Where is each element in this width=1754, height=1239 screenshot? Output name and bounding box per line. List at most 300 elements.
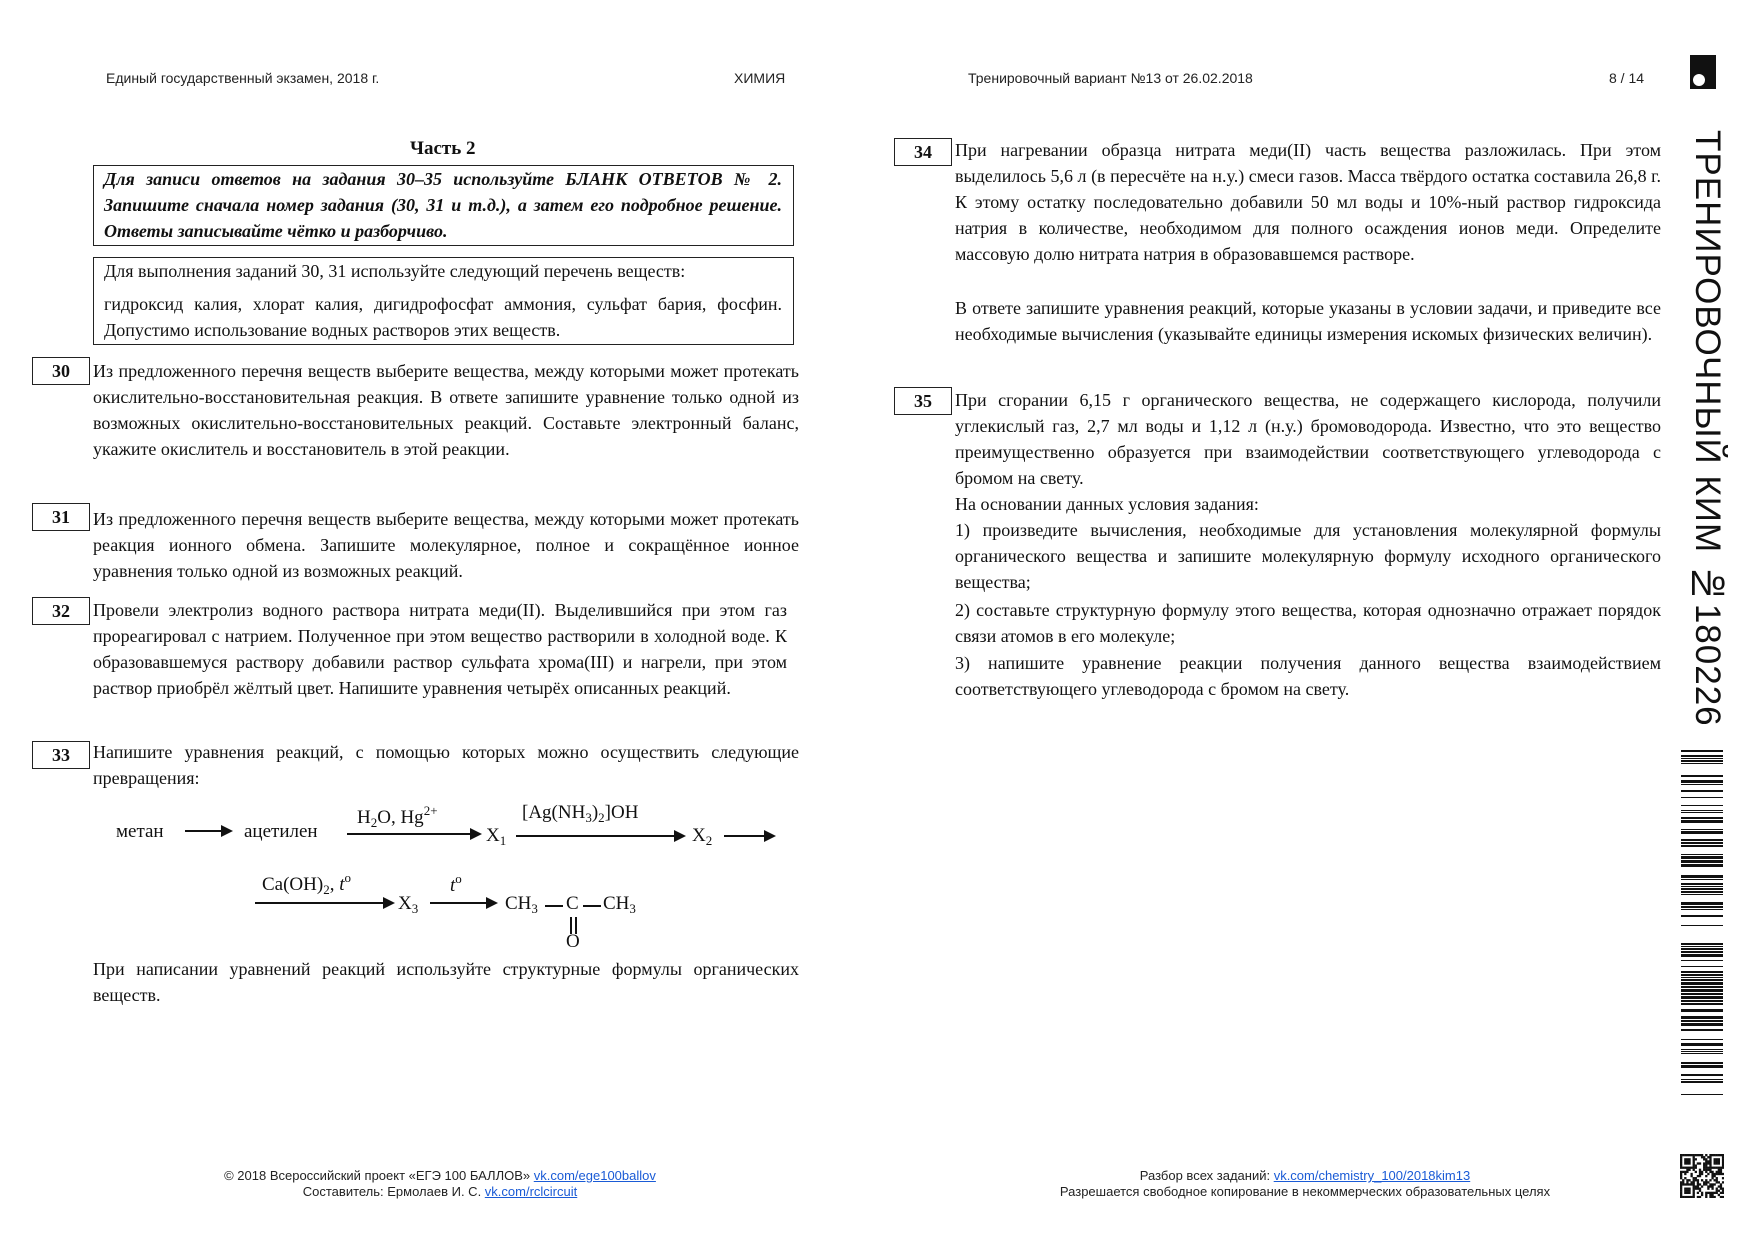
barcode-bar bbox=[1681, 960, 1723, 961]
group-text: CH bbox=[505, 893, 532, 914]
acetone-oxygen: O bbox=[566, 931, 580, 952]
qr-module bbox=[1716, 1192, 1718, 1194]
barcode-bar bbox=[1681, 755, 1723, 757]
double-bond bbox=[575, 917, 577, 934]
qr-module bbox=[1707, 1173, 1709, 1175]
qr-module bbox=[1714, 1173, 1716, 1175]
qr-module bbox=[1703, 1158, 1705, 1160]
barcode-bar bbox=[1681, 1003, 1723, 1005]
qr-module bbox=[1718, 1171, 1720, 1173]
arrow bbox=[430, 896, 498, 910]
qr-module bbox=[1714, 1192, 1716, 1194]
qr-module bbox=[1718, 1185, 1720, 1187]
qr-module bbox=[1680, 1171, 1682, 1173]
x-index: 1 bbox=[499, 833, 507, 848]
task-text: Провели электролиз водного раствора нитрата меди(II). Выделившийся при этом газ прореагировал с натрием. Полученное при этом вещество растворили в холодной воде. К образовавшемуся раствору добавили раствор сульфата хрома(III) и нагрели, при этом раствор приобрёл жёлтый цвет. Напишите уравнения четырёх описанных реакций. bbox=[93, 600, 787, 698]
barcode-bar bbox=[1681, 790, 1723, 792]
barcode-bar bbox=[1681, 820, 1723, 823]
footer-text: © 2018 Всероссийский проект «ЕГЭ 100 БАЛЛОВ» bbox=[224, 1168, 534, 1183]
qr-module bbox=[1714, 1158, 1716, 1160]
task-note: При написании уравнений реакций используйте структурные формулы органических веществ. bbox=[93, 959, 799, 1005]
qr-module bbox=[1686, 1183, 1688, 1185]
barcode-bar bbox=[1681, 974, 1723, 976]
barcode-bar bbox=[1681, 946, 1723, 947]
qr-module bbox=[1705, 1164, 1707, 1166]
qr-module bbox=[1686, 1190, 1688, 1192]
barcode-bar bbox=[1681, 1000, 1723, 1002]
barcode-bar bbox=[1681, 989, 1723, 992]
logo-mark bbox=[1690, 55, 1716, 89]
barcode-bar bbox=[1681, 943, 1723, 945]
group-sub: 3 bbox=[531, 901, 538, 916]
barcode-bar bbox=[1681, 750, 1723, 752]
qr-module bbox=[1711, 1167, 1713, 1169]
instruction-text: Для записи ответов на задания 30–35 используйте БЛАНК ОТВЕТОВ № 2. Запишите сначала номер задания (30, 31 и т.д.), а затем его подробное решение. Ответы записывайте чётко и разборчиво. bbox=[104, 169, 782, 241]
qr-module bbox=[1686, 1162, 1688, 1164]
barcode-bar bbox=[1681, 1020, 1723, 1022]
reagent-text: [Ag(NH bbox=[522, 802, 586, 823]
qr-module bbox=[1714, 1154, 1716, 1156]
barcode-bar bbox=[1681, 925, 1723, 926]
qr-module bbox=[1707, 1181, 1709, 1183]
qr-module bbox=[1705, 1160, 1707, 1162]
barcode-bar bbox=[1681, 902, 1723, 905]
qr-module bbox=[1701, 1194, 1703, 1196]
barcode-bar bbox=[1681, 784, 1723, 785]
qr-module bbox=[1705, 1175, 1707, 1177]
reagent-sub: 2 bbox=[598, 810, 605, 825]
qr-module bbox=[1705, 1179, 1707, 1181]
task-number: 32 bbox=[32, 597, 90, 625]
barcode-bar bbox=[1681, 888, 1723, 890]
qr-module bbox=[1693, 1185, 1695, 1187]
task-number: 30 bbox=[32, 357, 90, 385]
reagent-temp: t bbox=[450, 875, 456, 896]
task-item: 1) произведите вычисления, необходимые для установления молекулярной формулы органического вещества и запишите молекулярную формулу исходного органического вещества; bbox=[955, 520, 1661, 592]
qr-module bbox=[1703, 1156, 1705, 1158]
qr-module bbox=[1707, 1192, 1709, 1194]
qr-module bbox=[1703, 1167, 1705, 1169]
barcode-bar bbox=[1681, 883, 1723, 885]
qr-module bbox=[1709, 1179, 1711, 1181]
acetone-carbon: C bbox=[566, 893, 579, 914]
qr-module bbox=[1680, 1190, 1682, 1192]
qr-module bbox=[1720, 1171, 1722, 1173]
qr-module bbox=[1688, 1160, 1690, 1162]
footer-copyright bbox=[160, 1168, 720, 1184]
qr-module bbox=[1688, 1192, 1690, 1194]
qr-module bbox=[1722, 1160, 1724, 1162]
qr-module bbox=[1680, 1158, 1682, 1160]
group-text: CH bbox=[603, 893, 630, 914]
qr-module bbox=[1690, 1175, 1692, 1177]
qr-module bbox=[1686, 1196, 1688, 1198]
reagent-calcium bbox=[262, 870, 351, 898]
qr-module bbox=[1697, 1179, 1699, 1181]
qr-module bbox=[1688, 1196, 1690, 1198]
barcode-bar bbox=[1681, 810, 1723, 811]
qr-module bbox=[1690, 1196, 1692, 1198]
qr-module bbox=[1695, 1177, 1697, 1179]
barcode-bar bbox=[1681, 879, 1723, 880]
barcode-bar bbox=[1681, 977, 1723, 978]
intermediate-x2 bbox=[692, 825, 712, 849]
qr-module bbox=[1705, 1167, 1707, 1169]
barcode-bar bbox=[1681, 1009, 1723, 1012]
task-number: 35 bbox=[894, 387, 952, 415]
qr-module bbox=[1682, 1154, 1684, 1156]
qr-module bbox=[1709, 1167, 1711, 1169]
qr-module bbox=[1699, 1188, 1701, 1190]
qr-module bbox=[1714, 1196, 1716, 1198]
qr-module bbox=[1693, 1177, 1695, 1179]
barcode-bar bbox=[1681, 1065, 1723, 1068]
qr-module bbox=[1722, 1173, 1724, 1175]
qr-module bbox=[1690, 1183, 1692, 1185]
reagent-sub: 3 bbox=[585, 810, 592, 825]
qr-module bbox=[1711, 1196, 1713, 1198]
qr-module bbox=[1699, 1173, 1701, 1175]
qr-module bbox=[1693, 1160, 1695, 1162]
qr-module bbox=[1690, 1167, 1692, 1169]
barcode-bar bbox=[1681, 763, 1723, 764]
acetone-ch3-left bbox=[505, 893, 538, 917]
x-label: X bbox=[692, 825, 706, 846]
qr-module bbox=[1697, 1181, 1699, 1183]
qr-module bbox=[1680, 1192, 1682, 1194]
task-number: 31 bbox=[32, 503, 90, 531]
reagent-text: ]OH bbox=[604, 802, 639, 823]
task-number: 34 bbox=[894, 138, 952, 166]
qr-module bbox=[1686, 1158, 1688, 1160]
qr-module bbox=[1703, 1162, 1705, 1164]
group-sub: 3 bbox=[629, 901, 636, 916]
acetone-ch3-right bbox=[603, 893, 636, 917]
qr-module bbox=[1693, 1196, 1695, 1198]
barcode-bar bbox=[1681, 812, 1723, 813]
double-bond bbox=[570, 917, 572, 934]
reagent-text: Ca(OH) bbox=[262, 874, 324, 895]
x-label: X bbox=[486, 825, 500, 846]
qr-module bbox=[1722, 1188, 1724, 1190]
qr-module bbox=[1720, 1188, 1722, 1190]
qr-module bbox=[1693, 1179, 1695, 1181]
qr-module bbox=[1680, 1194, 1682, 1196]
barcode-bar bbox=[1681, 996, 1723, 999]
barcode-bar bbox=[1681, 1016, 1723, 1019]
qr-module bbox=[1697, 1196, 1699, 1198]
qr-module bbox=[1718, 1154, 1720, 1156]
qr-module bbox=[1714, 1160, 1716, 1162]
qr-module bbox=[1680, 1181, 1682, 1183]
qr-module bbox=[1714, 1162, 1716, 1164]
qr-module bbox=[1711, 1177, 1713, 1179]
barcode-bar bbox=[1681, 951, 1723, 953]
qr-module bbox=[1684, 1188, 1686, 1190]
qr-module bbox=[1695, 1171, 1697, 1173]
qr-module bbox=[1693, 1158, 1695, 1160]
qr-module bbox=[1680, 1183, 1682, 1185]
barcode-bar bbox=[1681, 842, 1723, 844]
footer-link-ege[interactable]: vk.com/ege100ballov bbox=[533, 1168, 656, 1183]
qr-module bbox=[1701, 1156, 1703, 1158]
barcode-bar bbox=[1681, 915, 1723, 917]
barcode-bar bbox=[1681, 979, 1723, 981]
qr-module bbox=[1682, 1196, 1684, 1198]
qr-module bbox=[1716, 1188, 1718, 1190]
qr-module bbox=[1688, 1183, 1690, 1185]
task-text: Из предложенного перечня веществ выберите вещества, между которыми может протекать окислительно-восстановительная реакция. В ответе запишите уравнение только одной из возможных окислительно-восстановительных реакций. Составьте электронный баланс, укажите окислитель и восстановитель в этой реакции. bbox=[93, 361, 799, 459]
instruction-box bbox=[93, 165, 794, 246]
reagent-temp: t bbox=[339, 874, 345, 895]
qr-module bbox=[1684, 1162, 1686, 1164]
barcode-bar bbox=[1681, 986, 1723, 988]
footer-text: Составитель: Ермолаев И. С. bbox=[302, 1184, 485, 1199]
qr-module bbox=[1711, 1183, 1713, 1185]
task-text: Из предложенного перечня веществ выберите вещества, между которыми может протекать реакция ионного обмена. Запишите молекулярное, полное и сокращённое ионное уравнения только одной из возможных реакций. bbox=[93, 509, 799, 581]
qr-module bbox=[1695, 1158, 1697, 1160]
qr-code bbox=[1680, 1154, 1724, 1198]
qr-module bbox=[1722, 1162, 1724, 1164]
bond bbox=[545, 905, 563, 907]
qr-module bbox=[1688, 1188, 1690, 1190]
task-item: 2) составьте структурную формулу этого вещества, которая однозначно отражает порядок связи атомов в его молекуле; bbox=[955, 600, 1661, 646]
qr-module bbox=[1695, 1167, 1697, 1169]
qr-module bbox=[1703, 1181, 1705, 1183]
qr-module bbox=[1699, 1154, 1701, 1156]
qr-module bbox=[1714, 1183, 1716, 1185]
barcode-bar bbox=[1681, 1081, 1723, 1083]
barcode-bar bbox=[1681, 817, 1723, 819]
qr-module bbox=[1699, 1183, 1701, 1185]
qr-module bbox=[1718, 1158, 1720, 1160]
barcode-bar bbox=[1681, 775, 1723, 777]
qr-module bbox=[1720, 1185, 1722, 1187]
substances-list: гидроксид калия, хлорат калия, дигидрофосфат аммония, сульфат бария, фосфин. Допустимо использование водных растворов этих веществ. bbox=[104, 294, 782, 340]
qr-module bbox=[1686, 1167, 1688, 1169]
qr-module bbox=[1716, 1190, 1718, 1192]
qr-module bbox=[1707, 1162, 1709, 1164]
reagent-text: H bbox=[357, 807, 371, 828]
barcode-bar bbox=[1681, 1094, 1723, 1095]
qr-module bbox=[1697, 1183, 1699, 1185]
reagent-tollens bbox=[522, 802, 638, 826]
footer-link-author[interactable]: vk.com/rclcircuit bbox=[484, 1184, 578, 1199]
qr-module bbox=[1709, 1169, 1711, 1171]
reagent-sub: 2 bbox=[370, 815, 378, 830]
barcode-bar bbox=[1681, 1051, 1723, 1052]
task-text: При нагревании образца нитрата меди(II) часть вещества разложилась. При этом выделилось 5,6 л (в пересчёте на н.у.) смеси газов. Масса твёрдого остатка составила 26,8 г. К этому остатку последовательно добавили 50 мл воды и 10%-ный раствор гидроксида натрия в количестве, необходимом для полного осаждения ионов меди. Определите массовую долю нитрата натрия в образовавшемся растворе. bbox=[955, 140, 1661, 264]
qr-module bbox=[1707, 1185, 1709, 1187]
qr-module bbox=[1703, 1164, 1705, 1166]
qr-module bbox=[1693, 1192, 1695, 1194]
qr-module bbox=[1684, 1190, 1686, 1192]
qr-module bbox=[1693, 1169, 1695, 1171]
x-label: X bbox=[398, 893, 412, 914]
qr-module bbox=[1722, 1192, 1724, 1194]
qr-module bbox=[1711, 1185, 1713, 1187]
barcode bbox=[1681, 750, 1723, 1102]
qr-module bbox=[1716, 1167, 1718, 1169]
reagent-sub: 2 bbox=[323, 882, 330, 897]
qr-module bbox=[1722, 1154, 1724, 1156]
reagent-text: , bbox=[329, 874, 340, 895]
qr-module bbox=[1693, 1188, 1695, 1190]
qr-module bbox=[1720, 1154, 1722, 1156]
qr-module bbox=[1688, 1190, 1690, 1192]
qr-module bbox=[1714, 1179, 1716, 1181]
qr-module bbox=[1680, 1162, 1682, 1164]
footer-text: Разбор всех заданий: bbox=[1139, 1168, 1274, 1183]
qr-module bbox=[1718, 1169, 1720, 1171]
reagent-sup: 2+ bbox=[423, 803, 438, 818]
barcode-bar bbox=[1681, 1053, 1723, 1054]
qr-module bbox=[1686, 1181, 1688, 1183]
qr-module bbox=[1705, 1194, 1707, 1196]
qr-module bbox=[1680, 1173, 1682, 1175]
qr-module bbox=[1684, 1177, 1686, 1179]
task-note: В ответе запишите уравнения реакций, которые указаны в условии задачи, и приведите все необходимые вычисления (указывайте единицы измерения искомых физических величин). bbox=[955, 298, 1661, 344]
qr-module bbox=[1714, 1167, 1716, 1169]
task-number: 33 bbox=[32, 741, 90, 769]
qr-module bbox=[1711, 1175, 1713, 1177]
qr-module bbox=[1695, 1179, 1697, 1181]
barcode-bar bbox=[1681, 906, 1723, 908]
reagent-water-hg bbox=[357, 803, 438, 831]
barcode-bar bbox=[1681, 982, 1723, 985]
qr-module bbox=[1693, 1154, 1695, 1156]
qr-module bbox=[1720, 1183, 1722, 1185]
qr-module bbox=[1709, 1192, 1711, 1194]
intermediate-x3 bbox=[398, 893, 418, 917]
qr-module bbox=[1720, 1192, 1722, 1194]
qr-module bbox=[1709, 1194, 1711, 1196]
header-exam: Единый государственный экзамен, 2018 г. bbox=[106, 70, 380, 86]
barcode-bar bbox=[1681, 856, 1723, 859]
qr-module bbox=[1684, 1173, 1686, 1175]
qr-module bbox=[1718, 1190, 1720, 1192]
qr-module bbox=[1686, 1179, 1688, 1181]
qr-module bbox=[1711, 1192, 1713, 1194]
qr-module bbox=[1722, 1190, 1724, 1192]
qr-module bbox=[1705, 1196, 1707, 1198]
barcode-bar bbox=[1681, 805, 1723, 806]
qr-module bbox=[1699, 1196, 1701, 1198]
qr-module bbox=[1714, 1175, 1716, 1177]
qr-module bbox=[1718, 1194, 1720, 1196]
arrow bbox=[724, 829, 776, 843]
qr-module bbox=[1699, 1169, 1701, 1171]
qr-module bbox=[1722, 1167, 1724, 1169]
qr-module bbox=[1711, 1171, 1713, 1173]
barcode-bar bbox=[1681, 854, 1723, 855]
qr-module bbox=[1693, 1194, 1695, 1196]
barcode-bar bbox=[1681, 875, 1723, 878]
footer-link-analysis[interactable]: vk.com/chemistry_100/2018kim13 bbox=[1273, 1168, 1471, 1183]
qr-module bbox=[1682, 1179, 1684, 1181]
reagent-sup: o bbox=[455, 871, 462, 886]
barcode-bar bbox=[1681, 1074, 1723, 1076]
scheme-acetilen: ацетилен bbox=[244, 821, 318, 842]
qr-module bbox=[1680, 1154, 1682, 1156]
qr-module bbox=[1716, 1158, 1718, 1160]
qr-module bbox=[1693, 1183, 1695, 1185]
qr-module bbox=[1684, 1196, 1686, 1198]
qr-module bbox=[1709, 1162, 1711, 1164]
qr-module bbox=[1684, 1154, 1686, 1156]
qr-module bbox=[1720, 1196, 1722, 1198]
qr-module bbox=[1716, 1177, 1718, 1179]
barcode-bar bbox=[1681, 1023, 1723, 1026]
qr-module bbox=[1693, 1167, 1695, 1169]
qr-module bbox=[1688, 1179, 1690, 1181]
barcode-bar bbox=[1681, 1039, 1723, 1040]
qr-module bbox=[1705, 1183, 1707, 1185]
qr-module bbox=[1682, 1181, 1684, 1183]
qr-module bbox=[1695, 1185, 1697, 1187]
qr-module bbox=[1718, 1160, 1720, 1162]
scheme-metan: метан bbox=[116, 821, 164, 842]
qr-module bbox=[1684, 1183, 1686, 1185]
task-item: 3) напишите уравнение реакции получения данного вещества взаимодействием соответствующего углеводорода с бромом на свету. bbox=[955, 653, 1661, 699]
barcode-bar bbox=[1681, 971, 1723, 973]
barcode-bar bbox=[1681, 864, 1723, 867]
qr-module bbox=[1711, 1154, 1713, 1156]
arrow bbox=[185, 824, 233, 838]
qr-module bbox=[1701, 1154, 1703, 1156]
qr-module bbox=[1699, 1162, 1701, 1164]
qr-module bbox=[1688, 1158, 1690, 1160]
reagent-sup: o bbox=[344, 870, 351, 885]
qr-module bbox=[1695, 1188, 1697, 1190]
qr-module bbox=[1682, 1167, 1684, 1169]
task-intro: На основании данных условия задания: bbox=[955, 494, 1259, 514]
task-text: При сгорании 6,15 г органического вещества, не содержащего кислорода, получили углекислый газ, 2,7 мл воды и 1,12 л (н.у.) бромоводорода. Известно, что это вещество преимущественно образуется при взаимодействии соответствующего углеводорода с бромом на свету. bbox=[955, 390, 1661, 488]
footer-left bbox=[160, 1168, 720, 1200]
qr-module bbox=[1705, 1192, 1707, 1194]
qr-module bbox=[1701, 1185, 1703, 1187]
qr-module bbox=[1680, 1175, 1682, 1177]
qr-module bbox=[1697, 1162, 1699, 1164]
qr-module bbox=[1690, 1181, 1692, 1183]
x-index: 2 bbox=[705, 833, 713, 848]
qr-module bbox=[1693, 1181, 1695, 1183]
qr-module bbox=[1680, 1156, 1682, 1158]
qr-module bbox=[1709, 1160, 1711, 1162]
qr-module bbox=[1688, 1169, 1690, 1171]
barcode-bar bbox=[1681, 760, 1723, 762]
qr-module bbox=[1705, 1162, 1707, 1164]
qr-module bbox=[1720, 1169, 1722, 1171]
reagent-text: ) bbox=[591, 802, 599, 823]
side-title: ТРЕНИРОВОЧНЫЙ КИМ №180226 bbox=[1688, 130, 1727, 727]
footer-right bbox=[1005, 1168, 1605, 1200]
qr-module bbox=[1693, 1156, 1695, 1158]
qr-module bbox=[1680, 1164, 1682, 1166]
barcode-bar bbox=[1681, 909, 1723, 910]
qr-module bbox=[1693, 1164, 1695, 1166]
qr-module bbox=[1686, 1160, 1688, 1162]
qr-module bbox=[1720, 1167, 1722, 1169]
qr-module bbox=[1709, 1185, 1711, 1187]
qr-module bbox=[1695, 1154, 1697, 1156]
qr-module bbox=[1697, 1175, 1699, 1177]
qr-module bbox=[1707, 1167, 1709, 1169]
qr-module bbox=[1718, 1181, 1720, 1183]
qr-module bbox=[1684, 1158, 1686, 1160]
qr-module bbox=[1697, 1154, 1699, 1156]
qr-module bbox=[1699, 1175, 1701, 1177]
